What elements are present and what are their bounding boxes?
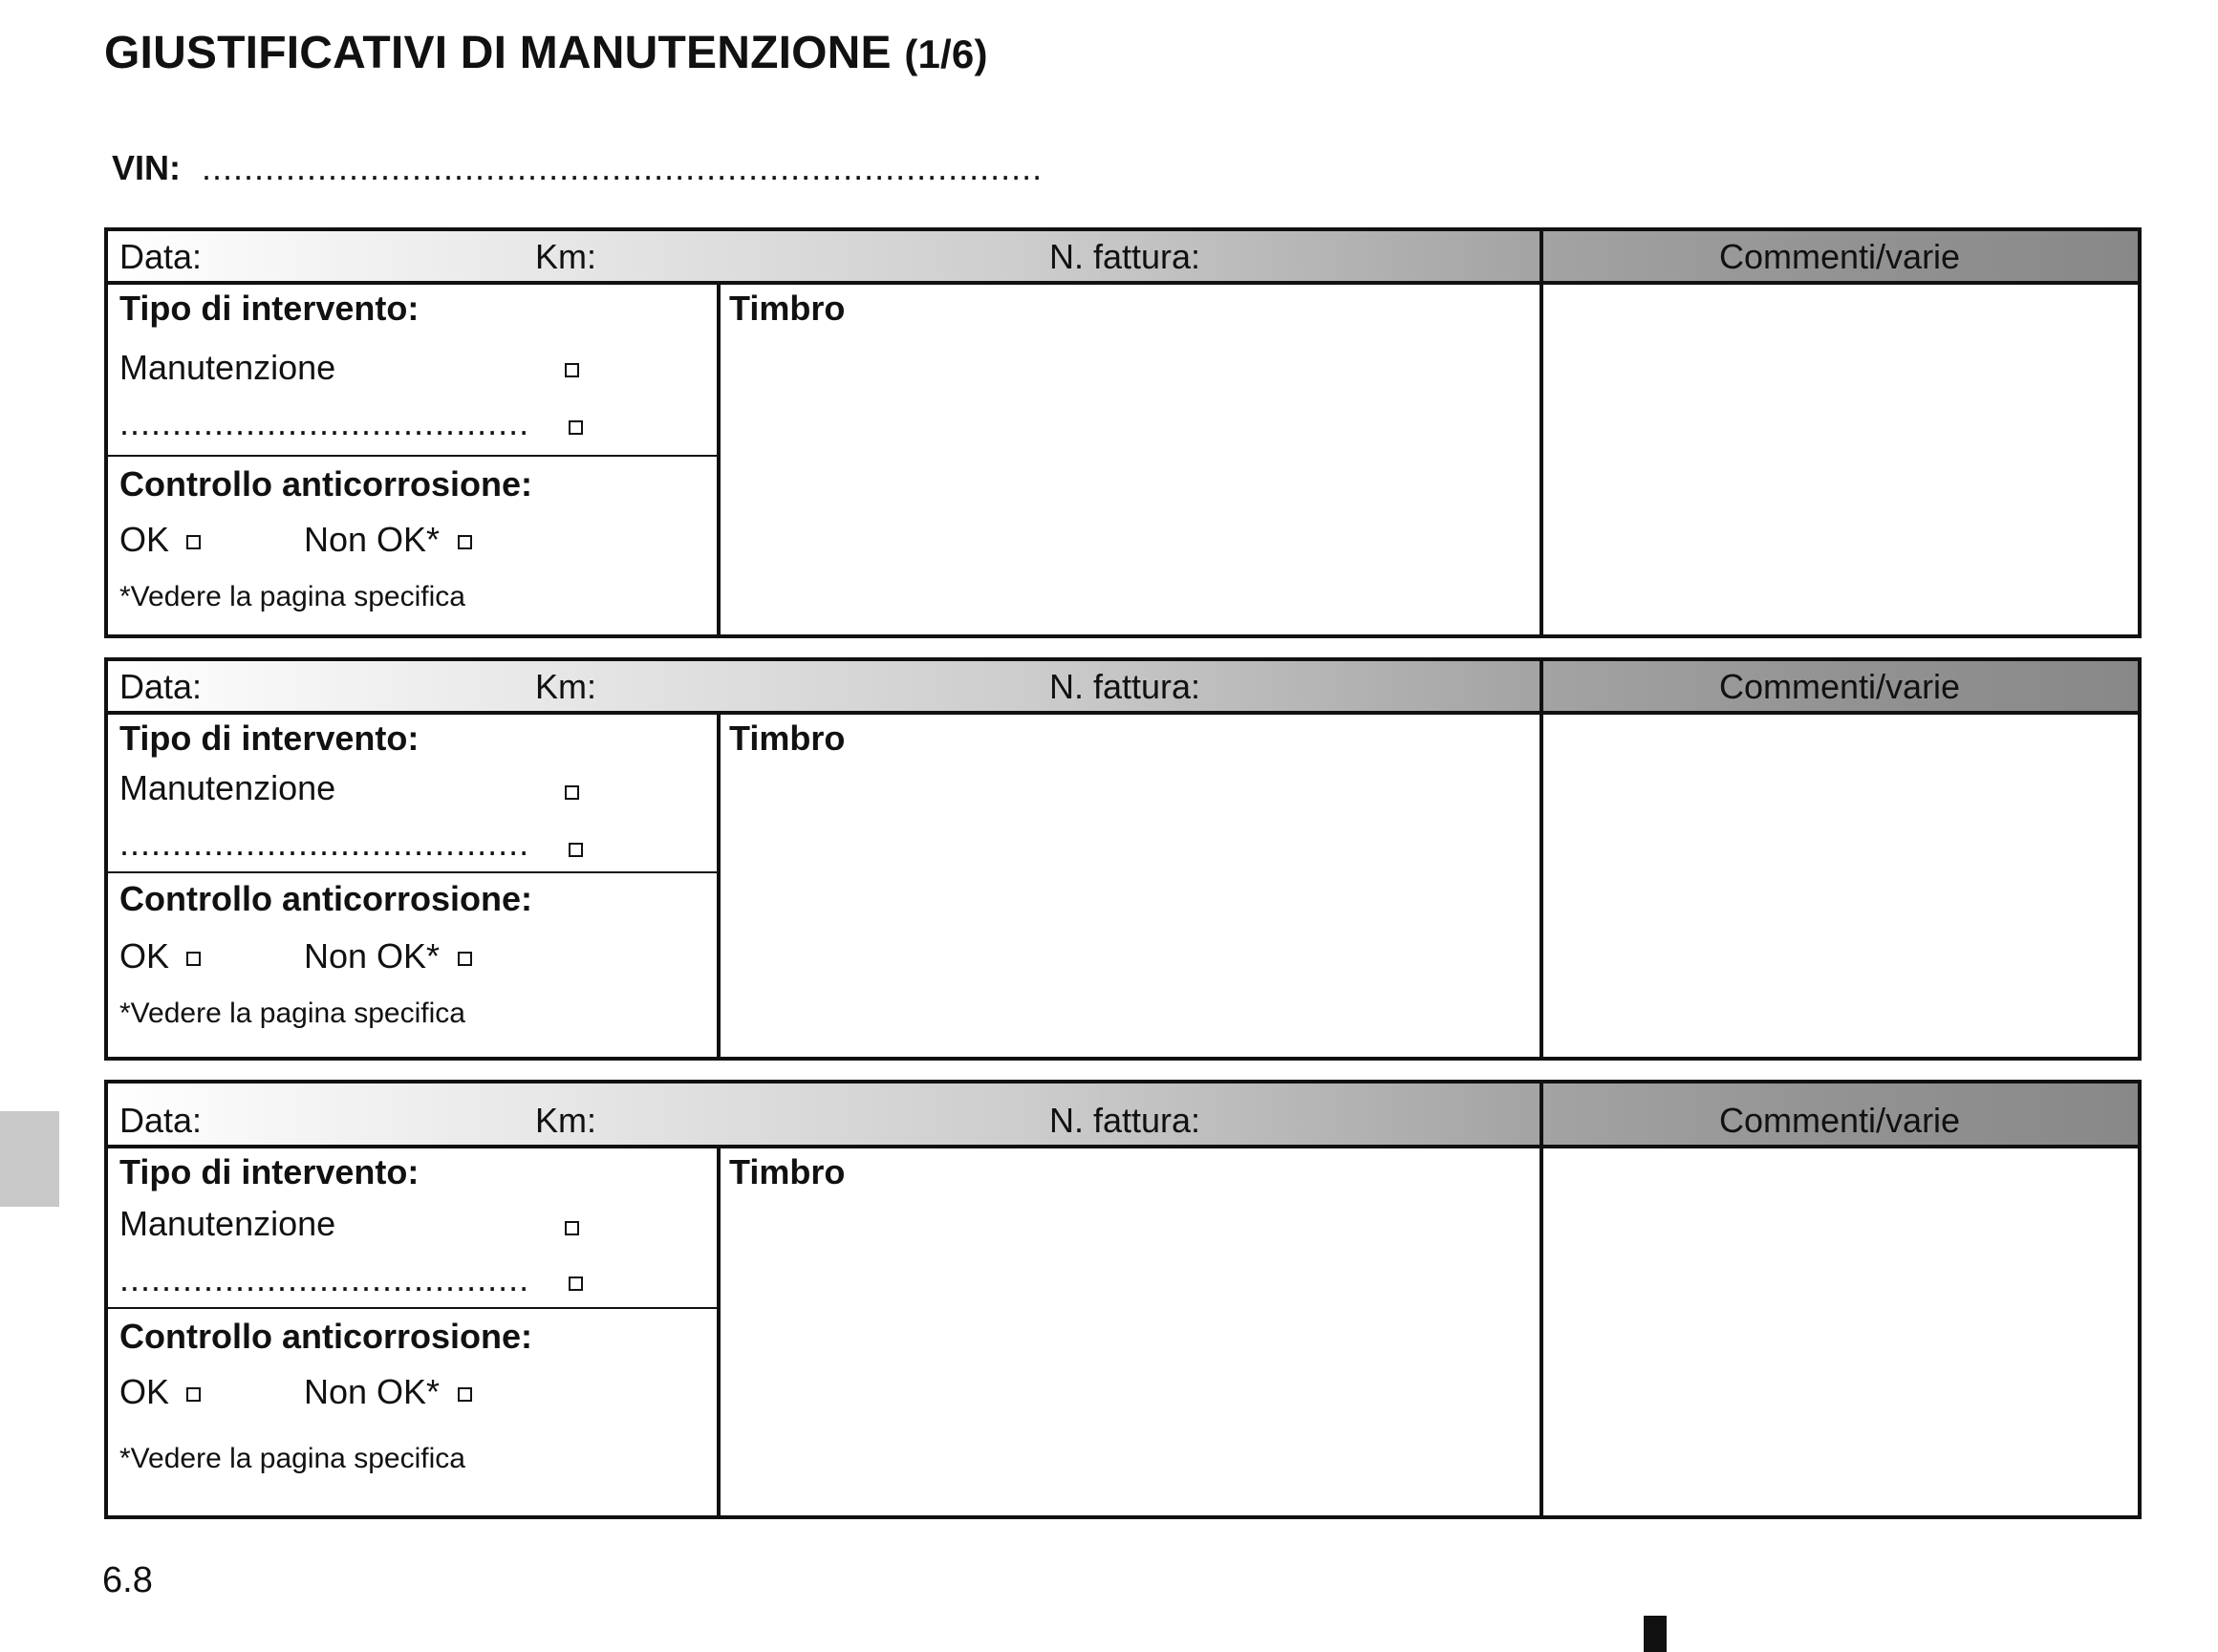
date-label: Data:	[119, 237, 203, 276]
comments-area[interactable]	[1543, 285, 2138, 634]
maintenance-checkbox[interactable]	[565, 785, 579, 800]
date-label: Data:	[119, 1101, 203, 1140]
intervention-title: Tipo di intervento:	[119, 1152, 420, 1191]
other-intervention-line[interactable]: .......................................	[119, 1259, 530, 1298]
other-intervention-checkbox[interactable]	[569, 843, 583, 857]
stamp-area[interactable]	[721, 715, 1540, 1057]
notok-label: Non OK*	[304, 520, 441, 559]
other-intervention-checkbox[interactable]	[569, 1277, 583, 1291]
stamp-area[interactable]	[721, 1148, 1540, 1515]
maintenance-label: Manutenzione	[119, 1204, 336, 1243]
comments-label: Commenti/varie	[1719, 667, 1961, 706]
ok-label: OK	[119, 520, 170, 559]
page-number: 6.8	[102, 1560, 153, 1600]
intervention-title: Tipo di intervento:	[119, 289, 420, 328]
invoice-label: N. fattura:	[1049, 1101, 1201, 1140]
vin-label: VIN:	[112, 148, 181, 187]
comments-label: Commenti/varie	[1719, 237, 1961, 276]
notok-checkbox[interactable]	[458, 535, 472, 549]
stamp-area[interactable]	[721, 285, 1540, 634]
stamp-label: Timbro	[729, 719, 846, 758]
page-title-main: GIUSTIFICATIVI DI MANUTENZIONE	[104, 28, 892, 78]
divider-corrosion	[108, 1307, 717, 1309]
vin-field	[112, 148, 1043, 188]
maintenance-checkbox[interactable]	[565, 363, 579, 377]
corrosion-title: Controllo anticorrosione:	[119, 1317, 532, 1356]
divider-corrosion	[108, 871, 717, 873]
other-intervention-checkbox[interactable]	[569, 420, 583, 435]
ok-label: OK	[119, 1372, 170, 1411]
page-title	[104, 27, 988, 79]
record-header	[108, 1083, 2138, 1148]
comments-area[interactable]	[1543, 1148, 2138, 1515]
print-mark	[1644, 1616, 1667, 1652]
maintenance-label: Manutenzione	[119, 348, 336, 387]
comments-label: Commenti/varie	[1719, 1101, 1961, 1140]
date-label: Data:	[119, 667, 203, 706]
record-header	[108, 231, 2138, 285]
stamp-label: Timbro	[729, 289, 846, 328]
record-header	[108, 661, 2138, 715]
ok-checkbox[interactable]	[186, 535, 201, 549]
footnote: *Vedere la pagina specifica	[119, 1443, 465, 1474]
stamp-label: Timbro	[729, 1152, 846, 1191]
page-title-part: (1/6)	[904, 32, 988, 76]
footnote: *Vedere la pagina specifica	[119, 998, 465, 1029]
other-intervention-line[interactable]: .......................................	[119, 824, 530, 863]
corrosion-title: Controllo anticorrosione:	[119, 879, 532, 918]
comments-area[interactable]	[1543, 715, 2138, 1057]
ok-checkbox[interactable]	[186, 1387, 201, 1402]
ok-label: OK	[119, 936, 170, 976]
vin-input-line[interactable]: ................................................................................	[202, 148, 1044, 187]
other-intervention-line[interactable]: .......................................	[119, 403, 530, 442]
km-label: Km:	[535, 237, 597, 276]
maintenance-label: Manutenzione	[119, 768, 336, 807]
notok-label: Non OK*	[304, 936, 441, 976]
invoice-label: N. fattura:	[1049, 237, 1201, 276]
notok-checkbox[interactable]	[458, 952, 472, 966]
invoice-label: N. fattura:	[1049, 667, 1201, 706]
maintenance-record-2	[104, 657, 2142, 1061]
notok-checkbox[interactable]	[458, 1387, 472, 1402]
km-label: Km:	[535, 667, 597, 706]
intervention-title: Tipo di intervento:	[119, 719, 420, 758]
footnote: *Vedere la pagina specifica	[119, 581, 465, 612]
km-label: Km:	[535, 1101, 597, 1140]
maintenance-record-1	[104, 227, 2142, 638]
divider-corrosion	[108, 455, 717, 457]
maintenance-record-3	[104, 1080, 2142, 1519]
section-tab	[0, 1111, 59, 1207]
maintenance-checkbox[interactable]	[565, 1221, 579, 1235]
corrosion-title: Controllo anticorrosione:	[119, 464, 532, 504]
ok-checkbox[interactable]	[186, 952, 201, 966]
notok-label: Non OK*	[304, 1372, 441, 1411]
